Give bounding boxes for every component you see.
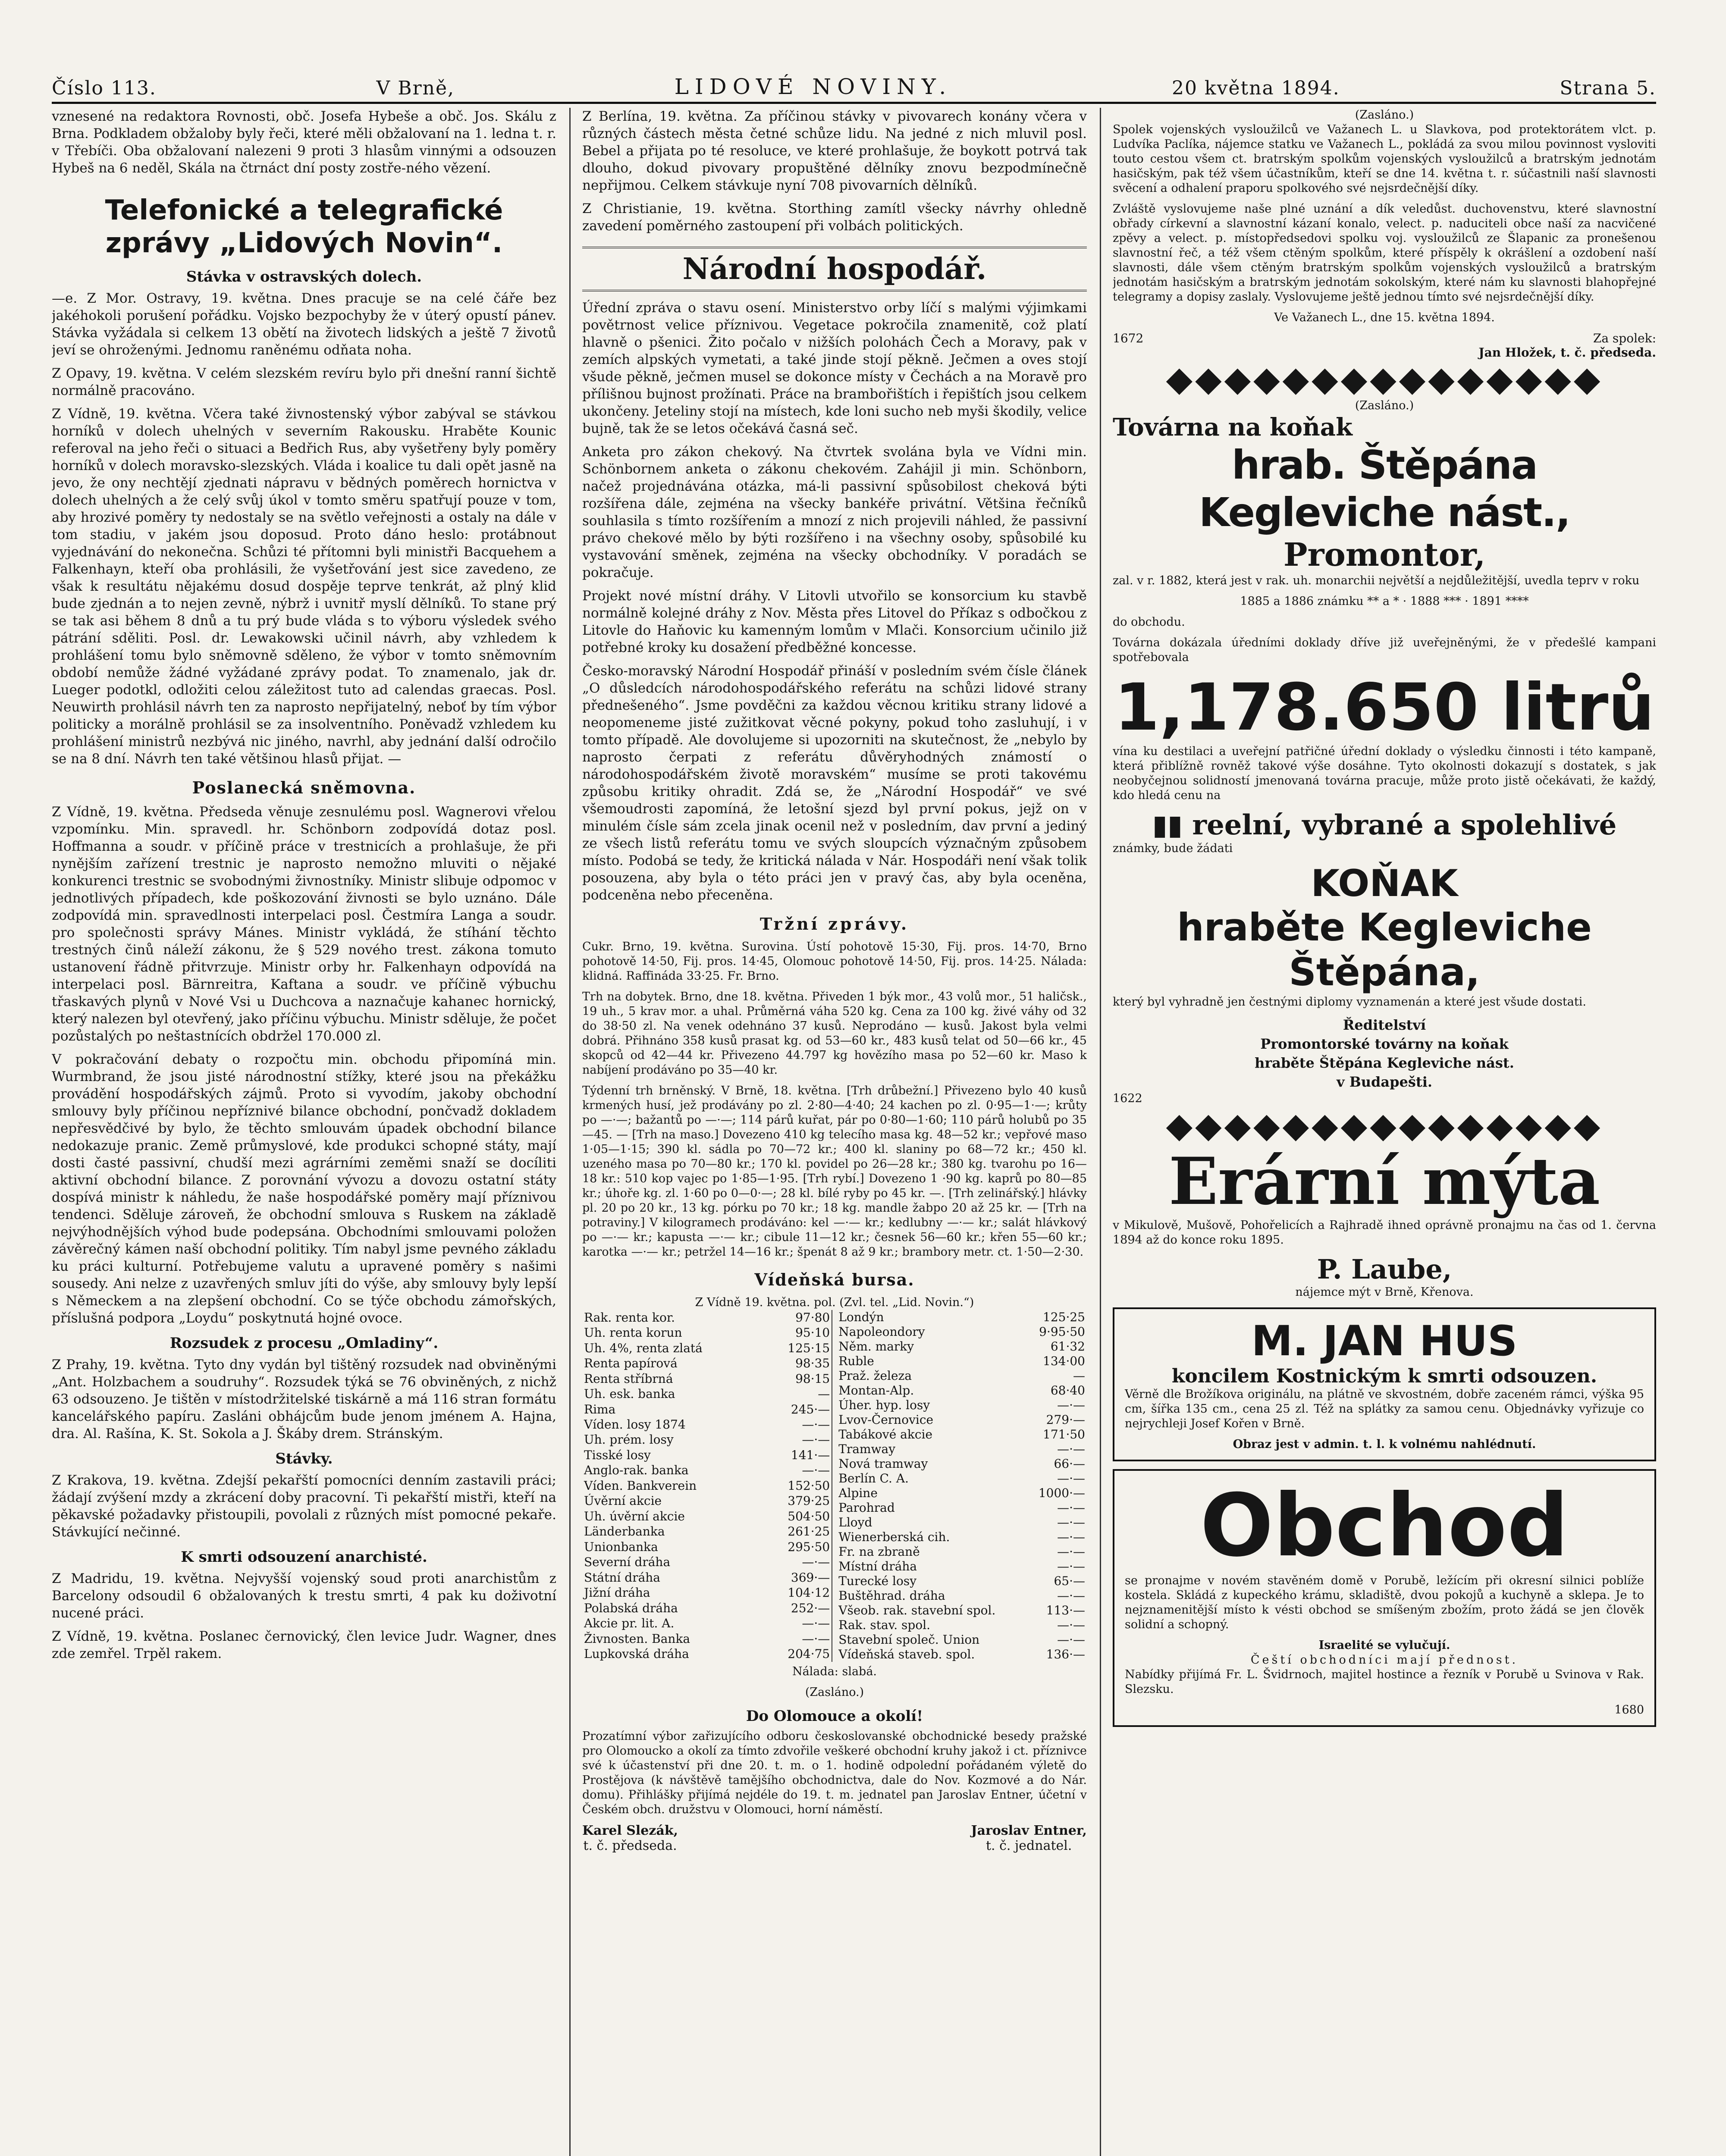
bourse-security: Uh. esk. banka: [584, 1387, 675, 1401]
bourse-price: 61·32: [1050, 1339, 1085, 1354]
article-paragraph: Z Krakova, 19. května. Zdejší pekařští pomocníci denním zastavili práci; žádají zvýšení mzdy a zkrácení doby pracovní. Ti pekařští mistři, kteří na pěkavské požadavky přistoupili, povolali z různých míst pomocné pekaře. Stávkující nečinné.: [52, 1473, 556, 1540]
bourse-price: —·—: [1057, 1530, 1085, 1544]
bourse-price: —·—: [1057, 1398, 1085, 1412]
bourse-security: Akcie pr. lit. A.: [584, 1616, 675, 1631]
bourse-security: Jižní dráha: [584, 1586, 650, 1600]
bourse-row: [837, 1589, 1087, 1603]
article-intro: vznesené na redaktora Rovnosti, obč. Josefa Hybeše a obč. Jos. Skálu z Brna. Podkladem obžaloby byly řeči, které měli obžalovaní na 1. ledna t. r. v Třebíči. Oba obžalovaní nalezeni 9 proti 3 hlasům vinnými a odsouzen Hybeš na 6 neděl, Skála na čtrnáct dní posty zostře-ného vězení.: [52, 109, 556, 176]
bourse-row: [582, 1310, 832, 1325]
bourse-table-left: [582, 1310, 832, 1662]
bourse-security: Länderbanka: [584, 1524, 665, 1539]
masthead-rule: [52, 102, 1656, 104]
ad-headline: KOŇAK: [1311, 862, 1458, 905]
bourse-price: —·—: [763, 1463, 832, 1478]
column-2: [582, 108, 1087, 2156]
ad-subheadline: koncilem Kostnickým k smrti odsouzen.: [1171, 1365, 1597, 1387]
article-paragraph: Projekt nové místní dráhy. V Litovli utvořilo se konsorcium ku stavbě normálně kolejné dráhy z Nov. Města přes Litovel do Příkaz s odbočkou z Litovle do Haňovic ku kamenným lomům v Mlači. Konsorcium učinilo již potřebné kroky ku dosažení předběžné koncesse.: [582, 588, 1087, 655]
bourse-security: Uh. renta korun: [584, 1326, 682, 1340]
bourse-security: Praž. železa: [838, 1369, 912, 1383]
article-paragraph: Z Madridu, 19. května. Nejvyšší vojenský soud proti anarchistům z Barcelony odsoudil 6 obžalovaných k trestu smrti, 4 pak ku doživotní nucené práci.: [52, 1571, 556, 1621]
ad-years: 1885 a 1886 známku ** a * · 1888 *** · 1891 ****: [1240, 595, 1529, 608]
ad-headline: hrab. Štěpána Kegleviche nást.,: [1199, 442, 1570, 536]
obchod-ad: [1113, 1469, 1656, 1727]
bourse-security: Unionbanka: [584, 1539, 658, 1554]
article-heading: Stávky.: [275, 1450, 333, 1467]
bourse-row: [582, 1417, 832, 1432]
bourse-price: 152·50: [763, 1478, 832, 1493]
bourse-row: [837, 1457, 1087, 1471]
article-paragraph: Z Vídně, 19. května. Poslanec černovický, člen levice Judr. Wagner, dnes zde zemřel. Trpěl rakem.: [52, 1629, 556, 1661]
market-report: Trh na dobytek. Brno, dne 18. května. Přiveden 1 býk mor., 43 volů mor., 51 haličsk., 19 uh., 5 krav mor. a uhal. Průměrná váha 520 kg. Cena za 100 kg. živé váhy od 32 do 38·50 zl. Na venek odehnáno 37 kusů. Neprodáno — kusů. Jakost byla velmi dobrá. Přihnáno 358 kusů prasat kg. od 53—60 kr., 483 kusů telat od 50—66 kr., 45 skopců od 42—44 kr. Přivezeno 44.797 kg hovězího masa po 52—60 kr. Maso k nabíjení prodáváno po 35—40 kr.: [582, 990, 1087, 1077]
bourse-price: —: [1073, 1369, 1085, 1383]
bourse-price: 1000·—: [1038, 1486, 1085, 1500]
bourse-security: Berlín C. A.: [838, 1471, 909, 1485]
bourse-row: [837, 1471, 1087, 1486]
ad-line: Promontor,: [1283, 536, 1486, 573]
bourse-security: Rima: [584, 1402, 616, 1416]
bourse-security: Anglo-rak. banka: [584, 1463, 689, 1478]
bourse-security: Wienerberská cih.: [838, 1530, 950, 1544]
bourse-security: Stavební společ. Union: [838, 1633, 980, 1647]
ad-number: 1672: [1113, 331, 1144, 345]
bourse-security: Živnosten. Banka: [584, 1631, 690, 1646]
article-heading: Rozsudek z procesu „Omladiny“.: [169, 1335, 439, 1352]
bourse-security: Lupkovská dráha: [584, 1647, 689, 1661]
bourse-row: [837, 1310, 1087, 1325]
bourse-row: [582, 1555, 832, 1570]
ad-text: Věrně dle Brožíkova originálu, na plátně ve skvostném, dobře zaceném rámci, výška 95 cm, šířka 135 cm., cena 25 zl. Též na splátky za samou cenu. Objednávky vyřizuje co nejrychleji Josef Kořen v Brně.: [1125, 1388, 1644, 1430]
bourse-price: 279·—: [1046, 1413, 1085, 1427]
article-paragraph: Z Prahy, 19. května. Tyto dny vydán byl tištěný rozsudek nad obviněnými „Ant. Holzbachem a soudruhy“. Rozsudek týká se 76 obviněných, z nichž 63 odsouzeno. Je tištěn v místodržitelské tiskárně a má 116 stran formátu kancelářského papíru. Zasláni obhájcům bude jenom jménem A. Hajna, dra. Al. Rašína, K. St. Sokola a J. Škáby drem. Stránským.: [52, 1357, 556, 1442]
bourse-security: Víden. Bankverein: [584, 1478, 697, 1493]
bourse-price: 65·—: [1054, 1574, 1085, 1588]
bourse-security: Uh. 4%, renta zlatá: [584, 1341, 703, 1355]
column-divider-1: [569, 108, 571, 2156]
bourse-security: Tramway: [838, 1442, 896, 1456]
bourse-price: —·—: [763, 1631, 832, 1646]
zaslano-label: (Zasláno.): [805, 1686, 864, 1699]
bourse-row: [837, 1515, 1087, 1530]
bourse-row: [837, 1647, 1087, 1662]
bourse-price: 245·—: [763, 1402, 832, 1417]
bourse-price: —: [763, 1386, 832, 1401]
ad-text: v Mikulově, Mušově, Pohořelicích a Rajhradě ihned oprávně pronajmu na čas od 1. června 1894 až do konce roku 1895.: [1113, 1219, 1656, 1247]
ad-note: Čeští obchodníci mají přednost.: [1250, 1653, 1519, 1667]
bourse-row: [837, 1398, 1087, 1413]
bourse-tables: [582, 1310, 1087, 1662]
bourse-price: —·—: [1057, 1471, 1085, 1485]
ad-text: Nabídky přijímá Fr. L. Švidrnoch, majitel hostince a řezník v Porubě u Svinova v Rak. Slezsku.: [1125, 1668, 1644, 1696]
notice-footer: [1113, 331, 1656, 360]
bourse-row: [837, 1559, 1087, 1574]
hus-ad: [1113, 1307, 1656, 1461]
bourse-security: Státní dráha: [584, 1570, 660, 1585]
ad-text: který byl vyhradně jen čestnými diplomy vyznamenán a které jest všude dostati.: [1113, 995, 1586, 1009]
bourse-security: Renta papírová: [584, 1356, 678, 1371]
bourse-row: [582, 1402, 832, 1417]
konak-ad: [1113, 398, 1656, 1106]
signature-name: Jaroslav Entner,: [971, 1823, 1087, 1838]
bourse-security: Tisské losy: [584, 1448, 651, 1462]
notice-text: Spolek vojenských vysloužilců ve Važanech L. u Slavkova, pod protektorátem vlct. p. Ludvíka Paclíka, nájemce statku ve Važanech L., pokládá za svou milou povinnost vysloviti touto cestou všem ct. bratrským spolkům vojenských vysloužilců a bratrským jednotám hasičským, pak též všem účastníkům, kteří se dne 14. května t. r. súčastnili naší slavnosti svěcení a odhalení praporu spolkového své nejsrdečnější díky.: [1113, 123, 1656, 195]
article-paragraph: Z Berlína, 19. května. Za příčinou stávky v pivovarech konány včera v různých částech města četné schůze lidu. Na jedné z nich mluvil posl. Bebel a přijata po té resoluce, ve které prohlašuje, že boykott potrvá tak dlouho, dokud pivovary propuštěné dělníky znovu bezpodmínečně nepřijmou. Celkem stávkuje nyní 708 pivovarních dělníků.: [582, 109, 1087, 193]
bourse-price: 68·40: [1050, 1383, 1085, 1398]
bourse-security: Úvěrní akcie: [584, 1494, 662, 1508]
section-title-economy: Národní hospodář.: [582, 247, 1087, 291]
bourse-price: 141·—: [763, 1448, 832, 1463]
article-heading: Stávka v ostravských dolech.: [186, 268, 422, 285]
bourse-row: [582, 1524, 832, 1539]
place: V Brně,: [376, 77, 455, 99]
signature-role: t. č. předseda.: [583, 1838, 677, 1853]
bourse-table-right: [837, 1310, 1087, 1662]
bourse-price: 171·50: [1043, 1427, 1085, 1442]
bourse-price: 504·50: [763, 1509, 832, 1524]
bourse-security: Turecké losy: [838, 1574, 917, 1588]
bourse-row: [582, 1601, 832, 1616]
bourse-security: Víden. losy 1874: [584, 1417, 686, 1432]
ad-number: 1622: [1113, 1092, 1142, 1105]
article-paragraph: V pokračování debaty o rozpočtu min. obchodu připomíná min. Wurmbrand, že jsou jisté národnostní stížky, které jsou na překážku provádění hospodářských zájmů. Proto si vyvodím, jakoby obchodní smlouvy byly příčinou nepříznivé bilance obchodní, pončvadž dokladem nepřesvědčivé by bylo, že těchto smlouvám úpadek obchodní bilance nedokazuje pranic. Země průmyslové, kde produkci schopné státy, mají dosti časté passivní, chudší mezi agrárními zeměmi snaží se docíliti aktivní obchodní bilance. Z porovnání vývozu a dovozu ostatní státy dospívá ministr k náhledu, že naše hospodářské poměry mají příznivou tendenci. Sděluje zároveň, že obchodní smlouva s Ruskem na základě nejvýhodnějších výhod bude podepsána. Obchodními smlouvami položen závěrečný kámen naší obchodní politiky. Tím nabyl jsme pevného základu ku práci kulturní. Potřebujeme valutu a upravené poměry s našimi sousedy. Ani nelze z uzavřených smluv jíti do výše, aby smlouvy byly lepší s Německem a na zlepšení obchodní. Co se týče obchodu zámořských, příslušná podpora „Loydu“ poskytnutá hojné ovoce.: [52, 1052, 556, 1326]
zaslano-label: (Zasláno.): [1355, 108, 1414, 122]
article-paragraph: Z Christianie, 19. května. Storthing zamítl všecky návrhy ohledně zavedení poměrného zastoupení při volbách politických.: [582, 201, 1087, 234]
bourse-row: [582, 1570, 832, 1585]
bourse-row: [582, 1539, 832, 1554]
bourse-row: [837, 1369, 1087, 1383]
bourse-row: [837, 1603, 1087, 1618]
market-report: Cukr. Brno, 19. května. Surovina. Ústí pohotově 15·30, Fij. pros. 14·70, Brno pohotově 14·50, Fij. pros. 14·45, Olomouc pohotově 14·50, Fij. pros. 14·25. Nálada: klidná. Raffináda 33·25. Fr. Brno.: [582, 940, 1087, 983]
bourse-security: Rak. stav. spol.: [838, 1618, 931, 1632]
bourse-price: —·—: [1057, 1545, 1085, 1559]
notice-place: Ve Važanech L., dne 15. května 1894.: [1274, 311, 1495, 324]
bourse-row: [837, 1339, 1087, 1354]
ad-note: Israelité se vylučují.: [1318, 1639, 1450, 1652]
bourse-price: 97·80: [763, 1310, 832, 1325]
section-title-market: Tržní zprávy.: [759, 914, 910, 934]
bourse-row: [837, 1618, 1087, 1633]
bourse-security: Uh. prém. losy: [584, 1432, 674, 1447]
signatures: [582, 1823, 1087, 1853]
ad-headline: Obchod: [1200, 1476, 1569, 1576]
ad-role: nájemce mýt v Brně, Křenova.: [1295, 1285, 1474, 1299]
article-paragraph: Úřední zpráva o stavu osení. Ministerstvo orby líčí s malými výjimkami povětrnost velice příznivou. Vegetace pokročila znamenitě, což platí hlavně o pšenici. Žito počalo v nižších polohách Čech a Moravy, pak v zemích alpských vymetati, a také jinde stojí pěkně. Ječmen a oves stojí všude pěkně, ječmen musel se dokonce místy v Čechách a na Moravě pro přílišnou bujnost prožínati. Práce na brambořištích i řepištích jsou celkem ukončeny. Jeteliny stojí na místech, kde loni sucho neb myši škodily, velice bujně, tak že se letos očekává časná seč.: [582, 300, 1087, 436]
bourse-row: [582, 1585, 832, 1600]
bourse-price: 136·—: [1046, 1647, 1085, 1661]
ad-address: Obraz jest v admin. t. l. k volnému nahlédnutí.: [1233, 1438, 1536, 1451]
signature-name: Karel Slezák,: [582, 1823, 678, 1838]
bourse-price: 125·25: [1043, 1310, 1085, 1324]
bourse-row: [582, 1371, 832, 1386]
diamond-border-icon: ◆◆◆◆◆◆◆◆◆◆◆◆◆◆◆: [1166, 1105, 1603, 1145]
bourse-row: [837, 1501, 1087, 1515]
ad-headline: hraběte Kegleviche Štěpána,: [1177, 905, 1592, 994]
bourse-security: Parohrad: [838, 1501, 895, 1515]
bourse-price: —·—: [1057, 1501, 1085, 1515]
notice-title: Do Olomouce a okolí!: [746, 1708, 923, 1725]
bourse-security: Rak. renta kor.: [584, 1310, 675, 1325]
ad-signature: Ředitelství Promontorské továrny na koňak hraběte Štěpána Kegleviche nást. v Budapešti.: [1255, 1017, 1514, 1090]
article-paragraph: Z Vídně, 19. května. Předseda věnuje zesnulému posl. Wagnerovi vřelou vzpomínku. Min. spravedl. hr. Schönborn zodpovídá dotaz posl. Hoffmanna a soudr. v příčině práce v trestnicích a prohlašuje, že při nynějším zařízení trestnic je naprosto nemožno mluviti o nějaké konkurenci trestnic se svobodnými živnostníky. Ministr slibuje odpomoc v jednotlivých případech, kde poškozování živnosti se bylo uznáno. Dále zodpovídá min. spravedlnosti interpelaci posl. Čestmíra Langa a soudr. pro společnosti správy Mánes. Ministr vykládá, že stíhání těchto trestných činů náleží zákonu, že § 529 nového trest. zákona tomuto ustanovení řádně přitvrzuje. Ministr orby hr. Falkenhayn odpovídá na interpelaci posl. Bärnreitra, Kaftana a soudr. ve příčině výbuchu třaskavých plynů v Nové Vsi u Duchcova a naznačuje kahanec hornický, který nalezen byl otevřený, jako příčinu výbuchu. Ministr sděluje, že počet pozůstalých po neštastnících obdržel 170.000 zl.: [52, 804, 556, 1044]
bourse-price: 125·15: [763, 1341, 832, 1356]
masthead: [52, 69, 1656, 99]
bourse-security: Nová tramway: [838, 1457, 928, 1471]
bourse-price: —·—: [1057, 1589, 1085, 1603]
bourse-row: [837, 1486, 1087, 1501]
bourse-row: [582, 1325, 832, 1340]
bourse-row: [582, 1448, 832, 1463]
bourse-row: [837, 1442, 1087, 1457]
bourse-row: [582, 1646, 832, 1662]
bourse-security: Alpine: [838, 1486, 878, 1500]
bourse-row: [837, 1325, 1087, 1339]
bourse-row: [582, 1509, 832, 1524]
bourse-price: 9·95·50: [1039, 1325, 1085, 1339]
notice-for: Za spolek:: [1593, 331, 1656, 345]
notice-text: Zvláště vyslovujeme naše plné uznání a dík veledůst. duchovenstvu, které slavnostní obřady církevní a slavnostní kázaní konalo, velect. p. naduciteli obce naší za nacvičené zpěvy a velect. p. místopředsedovi spolku voj. vysloužilců ze Šlapanic za pronešenou slavnostní řeč, a též všem ctěným spolkům, které příspěly k okrášlení a ozdobení naší slavnosti, dále všem ctěným bratrským spolkům vojenských vysloužilců a bratrským jednotám hasičským a bratrským jednotám sokolským, které nám ku slavnosti blahopřejné telegramy a dopisy zaslaly. Vyslovujeme ještě jednou tímto své nejsrdečnější díky.: [1113, 202, 1656, 304]
bourse-row: [837, 1574, 1087, 1589]
article-paragraph: Česko-moravský Národní Hospodář přináší v posledním svém čísle článek „O důsledcích národohospodářského referátu na schůzi lidové strany přednešeného“. Jsme povděčni za každou věcnou kritiku strany lidové a neopomeneme jisté zužitkovat věcné pokyny, pokud toho zasluhují, i v tomto případě. Ale dovolujeme si upozorniti na skutečnost, že „nebylo by naprosto čerpati z referátu důvěryhodných známostí o národohospodářském životě moravském“ musíme se proti takovému způsobu kritiky ohradit. Zdá se, že „Národní Hospodář“ ve své všemoudrosti zapomíná, že letošní sjezd byl první pokus, jejž on v minulém čísle sám zcela jinak ocenil než v posledním, dav první a jediný ze všech listů referátu tomu ve svých sloupcích význačným způsobem místo. Podobá se tedy, že kritická nálada v Nár. Hospodáři není však tolik posouzena, aby byla o této práci jen v pravý čas, aby byla oceněna, podceněna nebo přeceněna.: [582, 663, 1087, 903]
article-paragraph: —e. Z Mor. Ostravy, 19. května. Dnes pracuje se na celé čáře bez jakéhokoli porušení pořádku. Vojsko bezpochyby že v úterý opustí pánev. Stávka vyžádala si celkem 13 obětí na životech lidských a ještě 7 životů jeví se ohroženými. Jednomu raněnému odňata noha.: [52, 291, 556, 358]
bourse-security: Polabská dráha: [584, 1601, 678, 1615]
bourse-subtitle: Z Vídně 19. května. pol. (Zvl. tel. „Lid. Novin.“): [695, 1296, 974, 1309]
article-paragraph: Z Vídně, 19. května. Včera také živnostenský výbor zabýval se stávkou horníků v dolech uhelných v severním Rakousku. Hraběte Kounic referoval na jeho řeči o situaci a Bedřich Rus, aby vyšetřeny byly poměry horníků v dolech moravsko-slezských. Vláda i koalice tu dali opět jasně na jevo, že ony nechtějí zjednati nápravu v bědných poměrech hornictva v dolech uhelných a že celý svůj úkol v tomto směru spatřují pouze v tom, aby hrozivé poměry ty nedostaly se na světlo veřejnosti a ostaly na dále v tom stadiu, v jakém jsou doposud. Proto dáno heslo: protábnout vyjednávání do nekonečna. Schůzi té přítomni byli ministři Bacquehem a Falkenhayn, kteří oba prohlásili, že vyšetřování jest sice zavedeno, ze však k resultátu nějakému dosud dospěje teprve tenkrát, až plný klid bude zjednán a to nejen zevně, nýbrž i uvnitř myslí dělníků. To stane prý se tak asi během 8 dnů a tu prý bude vláda s to výboru výsledek svého pátrání sděliti. Posl. dr. Lewakowski učinil návrh, aby vzhledem k prohlášení tomu bylo sněmovně sděleno, že výbor v tomto sněmovním období nemůže žádné vyžádané zprávy podat. To znamenalo, jak dr. Lueger podotkl, odložiti celou záležitost tuto ad calendas graecas. Posl. Neuwirth prohlásil návrh ten za naprosto nepřijatelný, neboť by tím výbor politicky a morálně prohlásil se za insolventního. Poněvadž vzhledem ku prohlášení ministrů nezbývá nic jiného, navrhl, aby jednání další odročilo se na 8 dní. Návrh ten také většinou hlasů přijat. —: [52, 406, 556, 767]
bourse-row: [837, 1427, 1087, 1442]
section-title-bourse: Vídeňská bursa.: [754, 1270, 915, 1289]
issue-date: 20 května 1894.: [1171, 77, 1340, 99]
page-number: Strana 5.: [1560, 77, 1656, 99]
bourse-security: Londýn: [838, 1310, 884, 1324]
bourse-security: Místní dráha: [838, 1559, 917, 1573]
bourse-security: Severní dráha: [584, 1555, 671, 1570]
bourse-row: [582, 1386, 832, 1401]
article-paragraph: Anketa pro zákon chekový. Na čtvrtek svolána byla ve Vídni min. Schönbornem anketa o zákonu chekovém. Zahájil ji min. Schönborn, načež projednávána otázka, má-li passivní spůsobilost cheková býti rozšířena dále, zejména na všecky bankéře privátní. Většina řečníků souhlasila s tímto rozšířením a mnozí z nich projevili náhled, že passivní právo chekové mělo by býti rozšířeno i na všechny osoby, spůsobilé ku vystavování směnek, zejména na všecky obchodníky. V poradách se pokračuje.: [582, 444, 1087, 580]
ad-headline: M. JAN HUS: [1251, 1317, 1518, 1365]
bourse-security: Fr. na zbraně: [838, 1545, 920, 1559]
bourse-row: [582, 1494, 832, 1509]
bourse-row: [837, 1545, 1087, 1559]
bourse-row: [837, 1530, 1087, 1545]
bourse-security: Všeob. rak. stavební spol.: [838, 1603, 996, 1617]
ad-line: Továrna na koňak: [1113, 413, 1353, 442]
bourse-price: —·—: [763, 1432, 832, 1448]
ad-text: známky, bude žádati: [1113, 842, 1233, 855]
bourse-price: 66·—: [1054, 1457, 1085, 1471]
bourse-row: [582, 1432, 832, 1448]
ad-line: ▮▮ reelní, vybrané a spolehlivé: [1152, 809, 1617, 841]
market-report: Týdenní trh brněnský. V Brně, 18. května. [Trh drůbežní.] Přivezeno bylo 40 kusů krmených husí, jež prodávány po zl. 2·80—4·40; 24 kachen po zl. 0·95—1·—; krůty po —·—; bažantů po —·—; 114 párů kuřat, pár po 0·80—1·60; 110 párů holubů po 35—45. — [Trh na maso.] Dovezeno 410 kg telecího masa kg. 48—52 kr.; vepřové maso 1·05—1·15; 390 kl. sádla po 70—72 kr.; 400 kl. slaniny po 68—72 kr.; 450 kl. uzeného masa po 70—80 kr.; 170 kl. povidel po 26—28 kr.; 380 kg. tvarohu po 16—18 kr.: 510 kop vajec po 1·85—1·95. [Trh rybí.] Dovezeno 1 ·90 kg. kaprů po 80—85 kr.; úhoře kg. zl. 1·60 po 0—0·—; 28 kl. bílé ryby po 45 kr. —. [Trh zelinářský.] hlávky pl. 20 po 20 kr., 13 kg. pórku po 70 kr.; 18 kg. mandle žabpo 20 až 25 kr. — [Trh na potraviny.] V kilogramech prodáváno: kel —·— kr.; kedlubny —·— kr.; salát hlávkový po —·— kr.; kapusta —·— kr.; cibule 11—12 kr.; česnek 56—60 kr.; křen 55—60 kr.; karotka —·— kr.; petržel 14—16 kr.; špenát 8 až 9 kr.; brambory metr. ct. 1·50—2·30.: [582, 1084, 1087, 1259]
bourse-price: —·—: [763, 1555, 832, 1570]
diamond-border-icon: ◆◆◆◆◆◆◆◆◆◆◆◆◆◆◆: [1166, 359, 1603, 399]
bourse-security: Tabákové akcie: [838, 1427, 933, 1442]
ad-text: zal. v r. 1882, která jest v rak. uh. monarchii největší a nejdůležitější, uvedla teprv v roku: [1113, 574, 1640, 587]
ad-text: do obchodu.: [1113, 615, 1185, 629]
bourse-security: Ruble: [838, 1354, 874, 1368]
bourse-row: [582, 1463, 832, 1478]
bourse-price: 98·35: [763, 1356, 832, 1371]
bourse-security: Buštěhrad. dráha: [838, 1589, 945, 1603]
bourse-row: [582, 1631, 832, 1646]
bourse-security: Uh. úvěrní akcie: [584, 1509, 685, 1523]
ad-text: se pronajme v novém stavěném domě v Porubě, ležícím při okresní silnici poblíže kostela. Skládá z kupeckého krámu, skladiště, dvou pokojů a kuchyně a sklepa. Je to nejznamenitější místo k vésti obchod se smíšeným zbožím, proto žádá se jen člověk solidní a schopný.: [1125, 1574, 1644, 1631]
bourse-security: Napoleondory: [838, 1325, 925, 1339]
bourse-price: —·—: [763, 1417, 832, 1432]
bourse-price: 369·—: [763, 1570, 832, 1585]
bourse-security: Lloyd: [838, 1515, 872, 1529]
notice-text: Prozatímní výbor zařizujícího odboru českoslovanské obchodnické besedy pražské pro Olomoucko a okolí za tímto zdvořile veškeré obchodní kruhy jakož i ct. příznivce své k účastenství při dne 20. t. m. o 1. hodině odpolední pořádaném výletě do Prostějova (k návštěvě tamějšího obchodnictva, dale do Nov. Kozmové a do Nár. domu). Přihlášky přijímá nejdéle do 19. t. m. jednatel pan Jaroslav Entner, účetní v Českém obch. družstvu v Olomouci, horní náměstí.: [582, 1730, 1087, 1816]
bourse-row: [837, 1354, 1087, 1369]
bourse-price: 379·25: [763, 1494, 832, 1509]
bourse-row: [582, 1356, 832, 1371]
ad-number: 1680: [1614, 1703, 1644, 1717]
bourse-mood: Nálada: slabá.: [792, 1665, 877, 1678]
bourse-price: —·—: [1057, 1515, 1085, 1529]
bourse-security: Úher. hyp. losy: [838, 1398, 930, 1412]
column-3: [1113, 108, 1656, 2156]
bourse-row: [582, 1478, 832, 1493]
bourse-row: [582, 1616, 832, 1631]
article-paragraph: Z Opavy, 19. května. V celém slezském revíru bylo při dnešní ranní šichtě normálně pracováno.: [52, 366, 556, 398]
myta-ad: [1113, 1145, 1656, 1300]
bourse-row: [837, 1383, 1087, 1398]
bourse-price: —·—: [1057, 1618, 1085, 1632]
paper-title: LIDOVÉ NOVINY.: [674, 74, 952, 99]
bourse-security: Montan-Alp.: [838, 1383, 914, 1398]
signature-name: Jan Hložek, t. č. předseda.: [1478, 345, 1656, 360]
signature-role: t. č. jednatel.: [986, 1838, 1072, 1853]
bourse-price: 113·—: [1046, 1603, 1085, 1617]
zaslano-label: (Zasláno.): [1355, 399, 1414, 412]
bourse-price: 134·00: [1043, 1354, 1085, 1368]
issue-number: Číslo 113.: [52, 77, 157, 99]
ad-text: vína ku destilaci a uveřejní patřičné úřední doklady o výsledku činnosti i této kampaně, která přiblížně rovněž takové výše dosáhne. Tyto okolnosti dokazují s dostatek, s jak neobyčejnou solidností jmenovaná továrna pracuje, může proto jistě očekávati, že každý, kdo hledá cenu na: [1113, 745, 1656, 802]
bourse-price: —·—: [1057, 1559, 1085, 1573]
column-1: [52, 108, 556, 2156]
bourse-price: —·—: [1057, 1442, 1085, 1456]
section-title-telegrams: Telefonické a telegrafické zprávy „Lidových Novin“.: [105, 194, 503, 259]
bourse-price: 204·75: [763, 1646, 832, 1662]
bourse-price: 98·15: [763, 1371, 832, 1386]
bourse-security: Vídeňská staveb. spol.: [838, 1647, 975, 1661]
ad-headline: Erární mýta: [1168, 1144, 1600, 1219]
bourse-price: 252·—: [763, 1601, 832, 1616]
bourse-row: [837, 1633, 1087, 1647]
ad-big-number: 1,178.650 litrů: [1114, 670, 1655, 745]
bourse-security: Renta stříbrná: [584, 1371, 673, 1386]
bourse-price: —·—: [763, 1616, 832, 1631]
ad-name: P. Laube,: [1317, 1253, 1452, 1285]
bourse-price: 95·10: [763, 1325, 832, 1340]
bourse-security: Lvov-Černovice: [838, 1413, 934, 1427]
column-divider-2: [1100, 108, 1101, 2156]
article-heading: K smrti odsouzení anarchisté.: [181, 1548, 427, 1566]
bourse-price: 261·25: [763, 1524, 832, 1539]
article-heading: Poslanecká sněmovna.: [192, 778, 416, 797]
bourse-security: Něm. marky: [838, 1339, 914, 1354]
konak-bottle-icon: ▮▮: [1152, 809, 1183, 841]
ad-text: Továrna dokázala úředními doklady dříve již uveřejněnými, že v předešlé kampani spotřebovala: [1113, 636, 1656, 664]
bourse-row: [582, 1341, 832, 1356]
bourse-price: 295·50: [763, 1539, 832, 1554]
bourse-price: —·—: [1057, 1633, 1085, 1647]
bourse-row: [837, 1413, 1087, 1427]
bourse-price: 104·12: [763, 1585, 832, 1600]
